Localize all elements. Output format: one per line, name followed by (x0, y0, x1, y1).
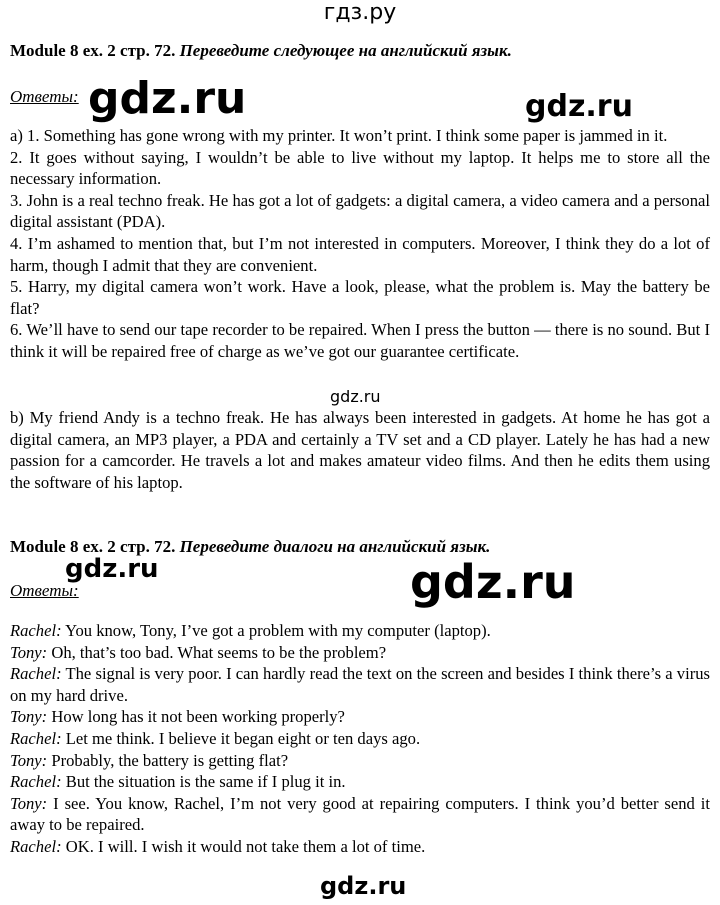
speaker-name: Tony: (10, 642, 48, 662)
answer-a-6: 6. We’ll have to send our tape recorder to be repaired. When I press the button — there is no sound. But I think it will be repaired free of charge as we’ve got our guarantee certificate. (10, 320, 710, 361)
section-1-part-b (10, 407, 710, 493)
dialogue-text: But the situation is the same if I plug it in. (61, 772, 346, 792)
dialogue (10, 620, 710, 858)
dialogue-text: Let me think. I believe it began eight or ten days ago. (61, 728, 421, 748)
dialogue-line (10, 793, 710, 836)
answer-a-3: 3. John is a real techno freak. He has got a lot of gadgets: a digital camera, a video camera and a personal digital assistant (PDA). (10, 190, 710, 232)
speaker-name: Tony: (10, 750, 48, 770)
speaker-name: Rachel: (10, 621, 62, 640)
speaker-name: Rachel: (10, 728, 62, 748)
section-1-heading-bold: Module 8 ex. 2 стр. 72. (10, 41, 176, 60)
dialogue-text: You know, Tony, I’ve got a problem with my computer (laptop). (61, 621, 491, 640)
section-1-heading-instruction: Переведите следующее на английский язык. (179, 41, 512, 60)
section-1-answers-label: Ответы: (10, 87, 79, 106)
watermark: gdz.ru (410, 555, 576, 609)
speaker-name: Rachel: (10, 772, 62, 792)
speaker-name: Tony: (10, 793, 48, 813)
speaker-name: Rachel: (10, 664, 62, 684)
dialogue-text: OK. I will. I wish it would not take them a lot of time. (61, 836, 426, 856)
dialogue-line (10, 642, 710, 664)
dialogue-text: The signal is very poor. I can hardly read the text on the screen and besides I think there’s a virus on my hard drive. (10, 664, 710, 705)
speaker-name: Rachel: (10, 836, 62, 856)
answer-b: b) My friend Andy is a techno freak. He has always been interested in gadgets. At home he has got a digital camera, an MP3 player, a PDA and certainly a TV set and a CD player. Lately he has had a new passion for a camcorder. He travels a lot and makes amateur video films. And then he edits them using the software of his laptop. (10, 408, 710, 492)
section-1 (10, 40, 710, 62)
section-2-heading-bold: Module 8 ex. 2 стр. 72. (10, 537, 176, 556)
dialogue-text: Probably, the battery is getting flat? (47, 750, 289, 770)
section-2-heading-instruction: Переведите диалоги на английский язык. (179, 537, 491, 556)
watermark: gdz.ru (88, 73, 247, 124)
speaker-name: Tony: (10, 707, 48, 727)
watermark: gdz.ru (65, 554, 159, 584)
dialogue-line (10, 663, 710, 706)
watermark: gdz.ru (525, 89, 633, 124)
answer-a-1: а) 1. Something has gone wrong with my printer. It won’t print. I think some paper is jammed in it. (10, 126, 668, 145)
dialogue-text: Oh, that’s too bad. What seems to be the problem? (47, 642, 387, 662)
dialogue-text: How long has it not been working properly? (47, 707, 345, 727)
site-header: гдз.ру (323, 0, 397, 25)
dialogue-line (10, 836, 710, 858)
dialogue-line (10, 706, 710, 728)
watermark: gdz.ru (320, 872, 407, 900)
dialogue-text: I see. You know, Rachel, I’m not very good at repairing computers. I think you’d better send it away to be repaired. (10, 793, 710, 835)
answer-a-4: 4. I’m ashamed to mention that, but I’m not interested in computers. Moreover, I think they do a lot of harm, though I admit that they are convenient. (10, 233, 710, 275)
dialogue-line (10, 620, 710, 642)
answer-a-2: 2. It goes without saying, I wouldn’t be able to live without my laptop. It helps me to store all the necessary information. (10, 147, 710, 189)
dialogue-line (10, 728, 710, 750)
watermark: gdz.ru (330, 387, 381, 406)
dialogue-line (10, 750, 710, 772)
section-1-part-a (10, 125, 710, 363)
answer-a-5: 5. Harry, my digital camera won’t work. Have a look, please, what the problem is. May the battery be flat? (10, 277, 710, 318)
section-2-answers-label: Ответы: (10, 581, 79, 600)
section-1-heading (10, 40, 710, 62)
dialogue-line (10, 771, 710, 793)
